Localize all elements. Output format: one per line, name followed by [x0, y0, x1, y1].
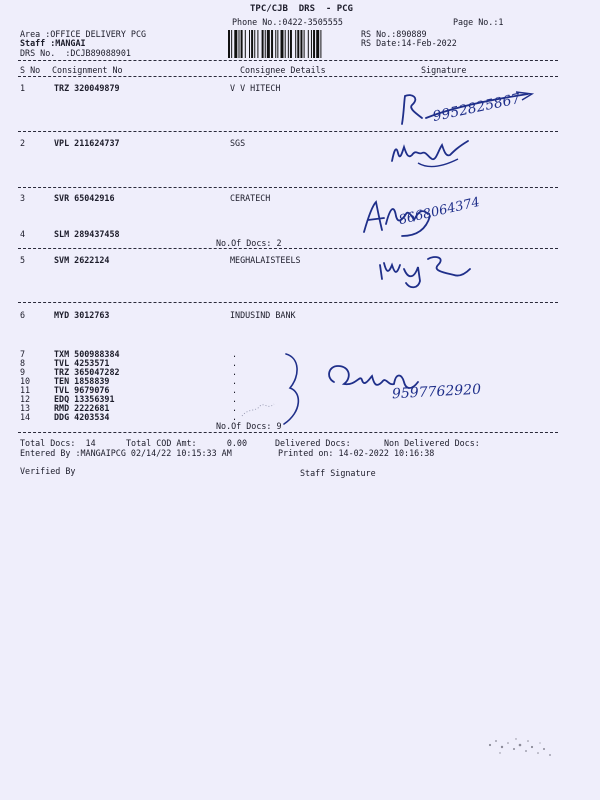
consignee-placeholder: . [232, 385, 238, 395]
rs-number: RS No.:890889 [361, 29, 427, 39]
consignee-placeholder: . [232, 403, 238, 413]
barcode-bar [231, 30, 232, 58]
consignee-name: INDUSIND BANK [230, 310, 296, 320]
divider [18, 76, 558, 77]
barcode-bar [234, 30, 237, 58]
row-sno: 8 [20, 358, 26, 368]
barcode-bar [275, 30, 276, 58]
consignee-placeholder: . [232, 358, 238, 368]
non-delivered-docs: Non Delivered Docs: [384, 438, 480, 448]
total-cod-amount: Total COD Amt: 0.00 [126, 438, 248, 448]
barcode-bar [265, 30, 266, 58]
consignee-placeholder: . [232, 376, 238, 386]
barcode-bar [288, 30, 289, 58]
barcode-bar [297, 30, 299, 58]
printed-on: Printed on: 14-02-2022 10:16:38 [278, 448, 435, 458]
handwritten-signature [374, 251, 484, 291]
phone-number: Phone No.:0422-3505555 [232, 17, 343, 27]
consignment-number: SVM 2622124 [54, 255, 110, 265]
row-sno: 3 [20, 193, 26, 203]
consignment-number: SLM 289437458 [54, 229, 120, 239]
barcode-bar [285, 30, 286, 58]
barcode-bar [254, 30, 255, 58]
docs-count: No.Of Docs: 2 [216, 238, 282, 248]
row-sno: 9 [20, 367, 26, 377]
row-sno: 4 [20, 229, 26, 239]
column-consignee: Consignee Details [240, 65, 326, 75]
row-sno: 14 [20, 412, 31, 422]
handwritten-phone: 8668064374 [397, 194, 482, 229]
barcode-bar [316, 30, 319, 58]
consignment-number: MYD 3012763 [54, 310, 110, 320]
barcode [228, 30, 354, 58]
barcode-bar [320, 30, 321, 58]
row-sno: 13 [20, 403, 31, 413]
consignment-number: TVL 9679076 [54, 385, 110, 395]
barcode-bar [251, 30, 253, 58]
consignee-name: CERATECH [230, 193, 271, 203]
consignment-number: EDQ 13356391 [54, 394, 115, 404]
consignment-number: TVL 4253571 [54, 358, 110, 368]
consignee-name: MEGHALAISTEELS [230, 255, 301, 265]
row-sno: 1 [20, 83, 26, 93]
divider [18, 187, 558, 188]
handwritten-signature [322, 360, 522, 410]
staff-label: Staff :MANGAI [20, 38, 86, 48]
divider [18, 60, 558, 61]
total-docs: Total Docs: 14 [20, 438, 96, 448]
page-number: Page No.:1 [453, 17, 504, 27]
barcode-bar [239, 30, 240, 58]
consignee-placeholder: . [232, 412, 238, 422]
consignment-number: TEN 1858839 [54, 376, 110, 386]
scan-smudge [470, 725, 570, 770]
column-consignment: Consignment No [52, 65, 123, 75]
docs-count: No.Of Docs: 9 [216, 421, 282, 431]
row-sno: 12 [20, 394, 31, 404]
barcode-bar [295, 30, 296, 58]
document-title: TPC/CJB DRS - PCG [250, 4, 353, 14]
barcode-bar [262, 30, 264, 58]
column-signature: Signature [421, 65, 467, 75]
barcode-bar [257, 30, 258, 58]
column-sno: S No [20, 65, 41, 75]
rs-date: RS Date:14-Feb-2022 [361, 38, 457, 48]
consignment-number: SVR 65042916 [54, 193, 115, 203]
row-sno: 7 [20, 349, 26, 359]
consignment-number: TRZ 365047282 [54, 367, 120, 377]
drs-number: DRS No. :DCJB89088901 [20, 48, 131, 58]
divider [18, 432, 558, 433]
row-sno: 6 [20, 310, 26, 320]
barcode-bar [228, 30, 230, 58]
consignee-placeholder: . [232, 394, 238, 404]
handwritten-phone: 9597762920 [391, 381, 482, 403]
consignment-number: RMD 2222681 [54, 403, 110, 413]
barcode-bar [308, 30, 309, 58]
row-sno: 2 [20, 138, 26, 148]
row-sno: 10 [20, 376, 31, 386]
divider [18, 248, 558, 249]
ink-smudge [238, 398, 278, 420]
consignee-placeholder: . [232, 367, 238, 377]
delivered-docs: Delivered Docs: [275, 438, 351, 448]
row-sno: 11 [20, 385, 31, 395]
barcode-bar [277, 30, 278, 58]
barcode-bar [271, 30, 273, 58]
consignment-number: VPL 211624737 [54, 138, 120, 148]
handwritten-signature [358, 194, 558, 242]
consignee-name: SGS [230, 138, 246, 148]
area-label: Area :OFFICE DELIVERY PCG [20, 29, 147, 39]
handwritten-signature [388, 133, 478, 173]
barcode-bar [304, 30, 305, 58]
staff-signature-label: Staff Signature [300, 468, 376, 478]
consignment-number: DDG 4203534 [54, 412, 110, 422]
handwritten-bracket [280, 350, 308, 428]
barcode-bar [300, 30, 302, 58]
consignment-number: TXM 500988384 [54, 349, 120, 359]
barcode-bar [241, 30, 243, 58]
barcode-bar [313, 30, 315, 58]
consignee-name: V V HITECH [230, 83, 281, 93]
divider [18, 302, 558, 303]
barcode-bar [245, 30, 246, 58]
verified-by: Verified By [20, 466, 76, 476]
handwritten-signature [396, 88, 546, 133]
barcode-bar [311, 30, 312, 58]
barcode-bar [290, 30, 292, 58]
entered-by: Entered By :MANGAIPCG 02/14/22 10:15:33 AM [20, 448, 232, 458]
barcode-bar [267, 30, 270, 58]
barcode-bar [249, 30, 250, 58]
handwritten-phone: 9952825867 [431, 90, 522, 126]
barcode-bar [281, 30, 284, 58]
row-sno: 5 [20, 255, 26, 265]
consignment-number: TRZ 320049879 [54, 83, 120, 93]
consignee-placeholder: . [232, 349, 238, 359]
